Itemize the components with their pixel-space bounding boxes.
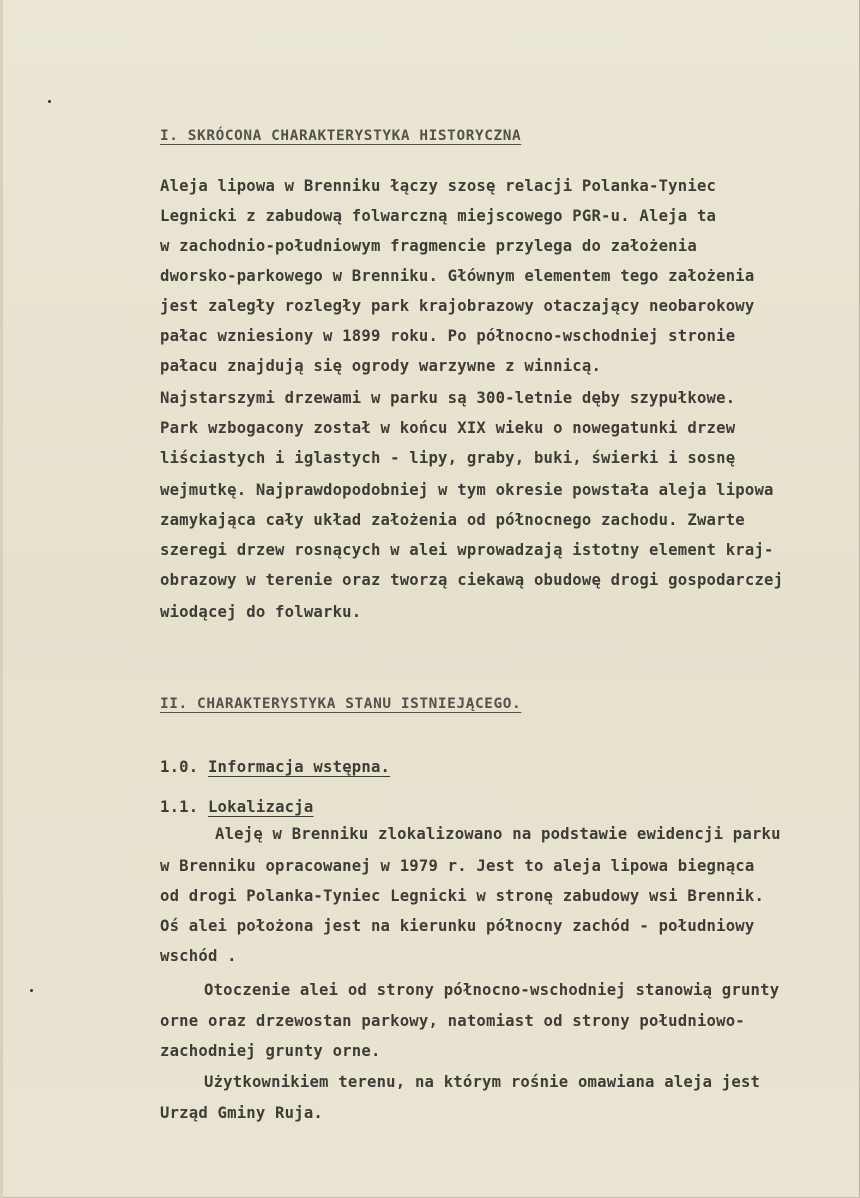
- margin-mark: [48, 100, 51, 103]
- subheading-1-1: 1.1. Lokalizacja: [160, 798, 314, 816]
- text-line: Park wzbogacony został w końcu XIX wieku o nowegatunki drzew: [160, 419, 736, 437]
- text-line: szeregi drzew rosnących w alei wprowadzają istotny element kraj-: [160, 541, 774, 559]
- subheading-1-0: 1.0. Informacja wstępna.: [160, 758, 391, 776]
- text-line: Użytkownikiem terenu, na którym rośnie omawiana aleja jest: [204, 1073, 761, 1091]
- text-line: Otoczenie alei od strony północno-wschodniej stanowią grunty: [204, 981, 780, 999]
- text-line: wschód .: [160, 947, 237, 965]
- subheading-1-0-title: Informacja wstępna.: [207, 758, 391, 776]
- subheading-1-1-title: Lokalizacja: [207, 798, 314, 816]
- text-line: jest zaległy rozległy park krajobrazowy otaczający neobarokowy: [160, 297, 755, 315]
- text-line: od drogi Polanka-Tyniec Legnicki w stronę zabudowy wsi Brennik.: [160, 887, 765, 905]
- text-line: wejmutkę. Najprawdopodobniej w tym okresie powstała aleja lipowa: [160, 481, 774, 499]
- page-edge: [0, 0, 3, 1198]
- text-line: liściastych i iglastych - lipy, graby, buki, świerki i sosnę: [160, 449, 736, 467]
- text-line: w Brenniku opracowanej w 1979 r. Jest to aleja lipowa biegnąca: [160, 857, 755, 875]
- text-line: Legnicki z zabudową folwarczną miejscowego PGR-u. Aleja ta: [160, 207, 717, 225]
- text-line: zamykająca cały układ założenia od północnego zachodu. Zwarte: [160, 511, 745, 529]
- text-line: obrazowy w terenie oraz tworzą ciekawą obudowę drogi gospodarczej: [160, 571, 784, 589]
- text-line: zachodniej grunty orne.: [160, 1042, 381, 1060]
- text-line: dworsko-parkowego w Brenniku. Głównym elementem tego założenia: [160, 267, 755, 285]
- text-line: Oś alei położona jest na kierunku północny zachód - południowy: [160, 917, 755, 935]
- section-heading-1: I. SKRÓCONA CHARAKTERYSTYKA HISTORYCZNA: [160, 128, 522, 144]
- text-line: w zachodnio-południowym fragmencie przylega do założenia: [160, 237, 697, 255]
- text-line: pałacu znajdują się ogrody warzywne z winnicą.: [160, 357, 602, 375]
- text-line: orne oraz drzewostan parkowy, natomiast od strony południowo-: [160, 1012, 745, 1030]
- text-line: wiodącej do folwarku.: [160, 603, 362, 621]
- text-line: pałac wzniesiony w 1899 roku. Po północno-wschodniej stronie: [160, 327, 736, 345]
- text-line: Aleję w Brenniku zlokalizowano na podstawie ewidencji parku: [215, 825, 781, 843]
- section-heading-2: II. CHARAKTERYSTYKA STANU ISTNIEJĄCEGO.: [160, 696, 522, 712]
- text-line: Urząd Gminy Ruja.: [160, 1104, 323, 1122]
- text-line: Aleja lipowa w Brenniku łączy szosę relacji Polanka-Tyniec: [160, 177, 717, 195]
- margin-mark: [30, 989, 33, 992]
- text-line: Najstarszymi drzewami w parku są 300-letnie dęby szypułkowe.: [160, 389, 736, 407]
